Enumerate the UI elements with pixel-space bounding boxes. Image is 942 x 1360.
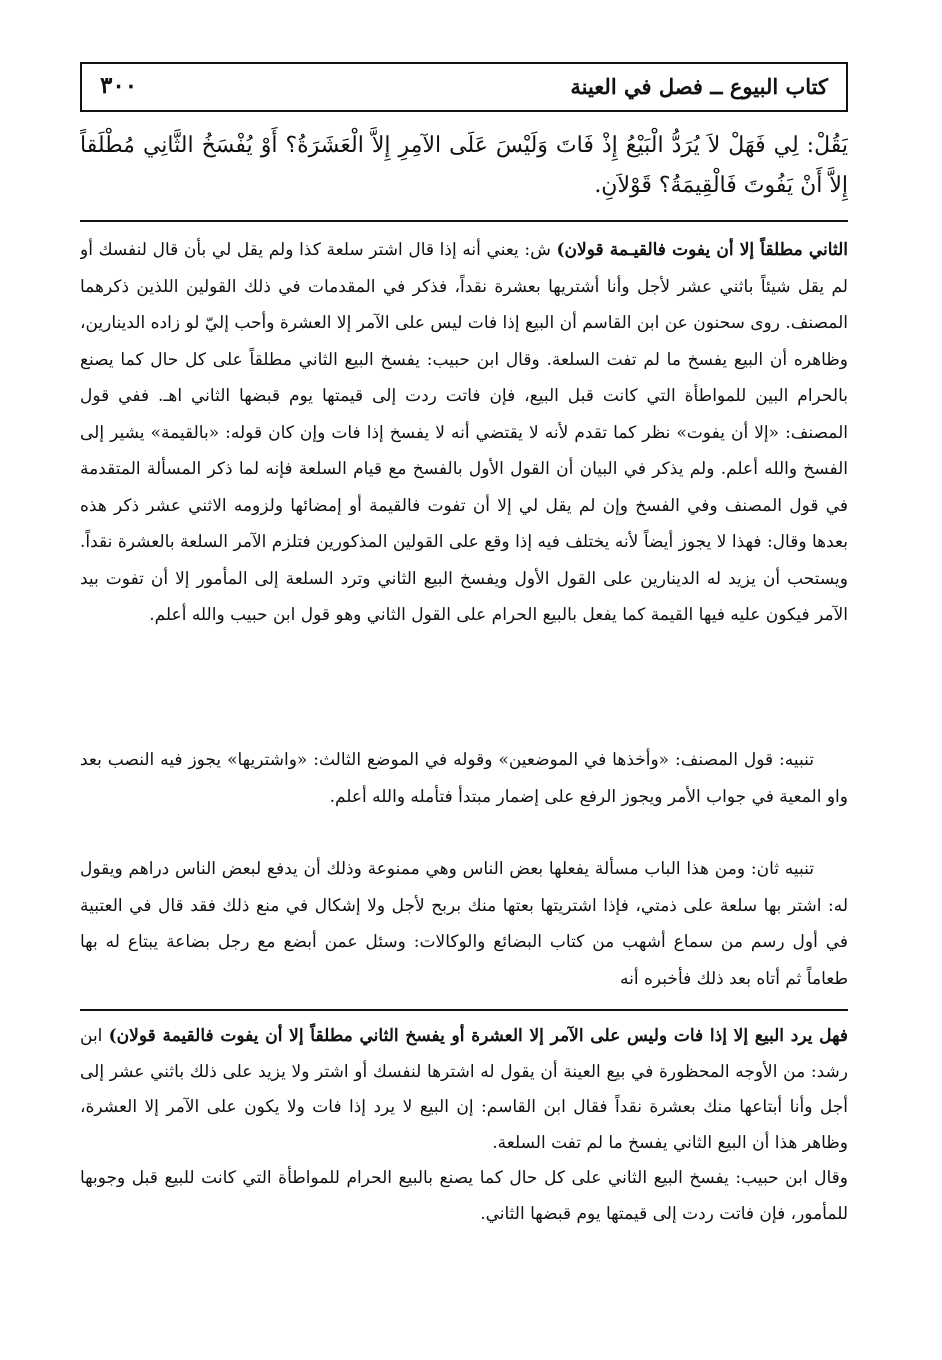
commentary-text-1: ش: يعني أنه إذا قال اشتر سلعة كذا ولم يقل لي بأن قال لنفسك أو لم يقل شيئاً باثني عشر لأجل وأنا أشتريها بعشرة نقداً، فذكر في المقدمات في ذلك القولين اللذين ذكرهما المصنف. روى سحنون عن ابن القاسم أن البيع إذا فات ليس على الآمر إلا العشرة وأحب إليّ لو زاده الدينارين، وظاهره أن البيع يفسخ ما لم تفت السلعة. وقال ابن حبيب: يفسخ البيع الثاني مطلقاً على كل حال كما يصنع بالحرام البين للمواطأة التي كانت قبل البيع، فإن فاتت ردت إلى قيمتها يوم قبضها الثاني اهـ. ففي قول المصنف: «إلا أن يفوت» نظر كما تقدم لأنه لا يقتضي أنه لا يفسخ إذا فات وإن كان قوله: «بالقيمة» يشير إلى الفسخ والله أعلم. ولم يذكر في البيان أن القول الأول بالفسخ مع قيام السلعة فإنه لما ذكر المسألة المتقدمة في قول المصنف وفي الفسخ وإن لم يقل لي إلا أن تفوت فالقيمة أو إمضائها ولزومه الاثني عشر ذكر هذه بعدها وقال: فهذا لا يجوز أيضاً لأنه يختلف فيه إذا وقع على القولين المذكورين فتلزم الآمر السلعة بالعشرة نقداً. ويستحب أن يزيد له الدينارين على القول الأول ويفسخ البيع الثاني وترد السلعة إلى المأمور إلا أن تفوت بيد الآمر فيكون عليه فيها القيمة كما يفعل بالبيع الحرام على القول الثاني وهو قول ابن حبيب والله أعلم. (80, 240, 848, 625)
page-header (80, 62, 848, 112)
commentary-lemma: الثاني مطلقاً إلا أن يفوت فالقيـمة قولان) (556, 240, 848, 260)
book-page (80, 62, 848, 1269)
matn-divider (80, 220, 848, 222)
footnote-divider (80, 1009, 848, 1011)
running-title: كتاب البيوع ــ فصل في العينة (570, 74, 828, 99)
commentary-paragraph-2: تنبيه: قول المصنف: «وأخذها في الموضعين» وقوله في الموضع الثالث: «واشتريها» يجوز فيه النصب بعد واو المعية في جواب الأمر ويجوز الرفع على إضمار مبتدأ فتأمله والله أعلم. (80, 750, 848, 807)
commentary-paragraph-1 (80, 232, 848, 742)
footnote-lemma: فهل يرد البيع إلا إذا فات وليس على الآمر إلا العشرة أو يفسخ الثاني مطلقاً إلا أن يفوت فالقيمة قولان) (108, 1026, 848, 1046)
footnote-paragraph-2: وقال ابن حبيب: يفسخ البيع الثاني على كل حال كما يصنع بالبيع الحرام للمواطأة التي كانت للبيع قبل وجوبها للمأمور، فإن فاتت ردت إلى قيمتها يوم قبضها الثاني. (80, 1168, 848, 1224)
commentary-paragraph-3: تنبيه ثان: ومن هذا الباب مسألة يفعلها بعض الناس وهي ممنوعة وذلك أن يدفع لبعض الناس دراهم ويقول له: اشتر بها سلعة على ذمتي، فإذا اشتريتها بعتها منك بربح لأجل ولا إشكال في منع ذلك فقد قال في العتبية في أول رسم من سماع أشهب من كتاب البضائع والوكالات: وسئل عمن أبضع مع رجل بضاعة يبتاع له بها طعاماً ثم أتاه بعد ذلك فأخبره أنه (80, 859, 848, 989)
page-number: ٣٠٠ (100, 72, 138, 99)
footnote (80, 1019, 848, 1269)
matn-text: يَقُلْ: لِي فَهَلْ لاَ يُرَدُّ الْبَيْعُ إِذْ فَاتَ وَلَيْسَ عَلَى الآمِرِ إِلاَّ الْعَشَرَةُ؟ أَوْ يُفْسَخُ الثَّانِي مُطْلَقاً إِلاَّ أَنْ يَفُوتَ فَالْقِيمَةُ؟ قَوْلاَنِ. (80, 133, 848, 198)
footnote-text-1: ابن رشد: من الأوجه المحظورة في بيع العينة أن يقول له اشترها لنفسك أو اشتر ولا يزيد على ذلك باثني عشر إلى أجل وأنا أبتاعها منك بعشرة نقداً فقال ابن القاسم: إن البيع لا يرد إذا فات ولا يكون على الآمر إلا العشرة، وظاهر هذا أن البيع الثاني يفسخ ما لم تفت السلعة. (80, 1026, 848, 1153)
footnote-paragraph-1 (80, 1019, 848, 1161)
commentary (80, 232, 848, 997)
